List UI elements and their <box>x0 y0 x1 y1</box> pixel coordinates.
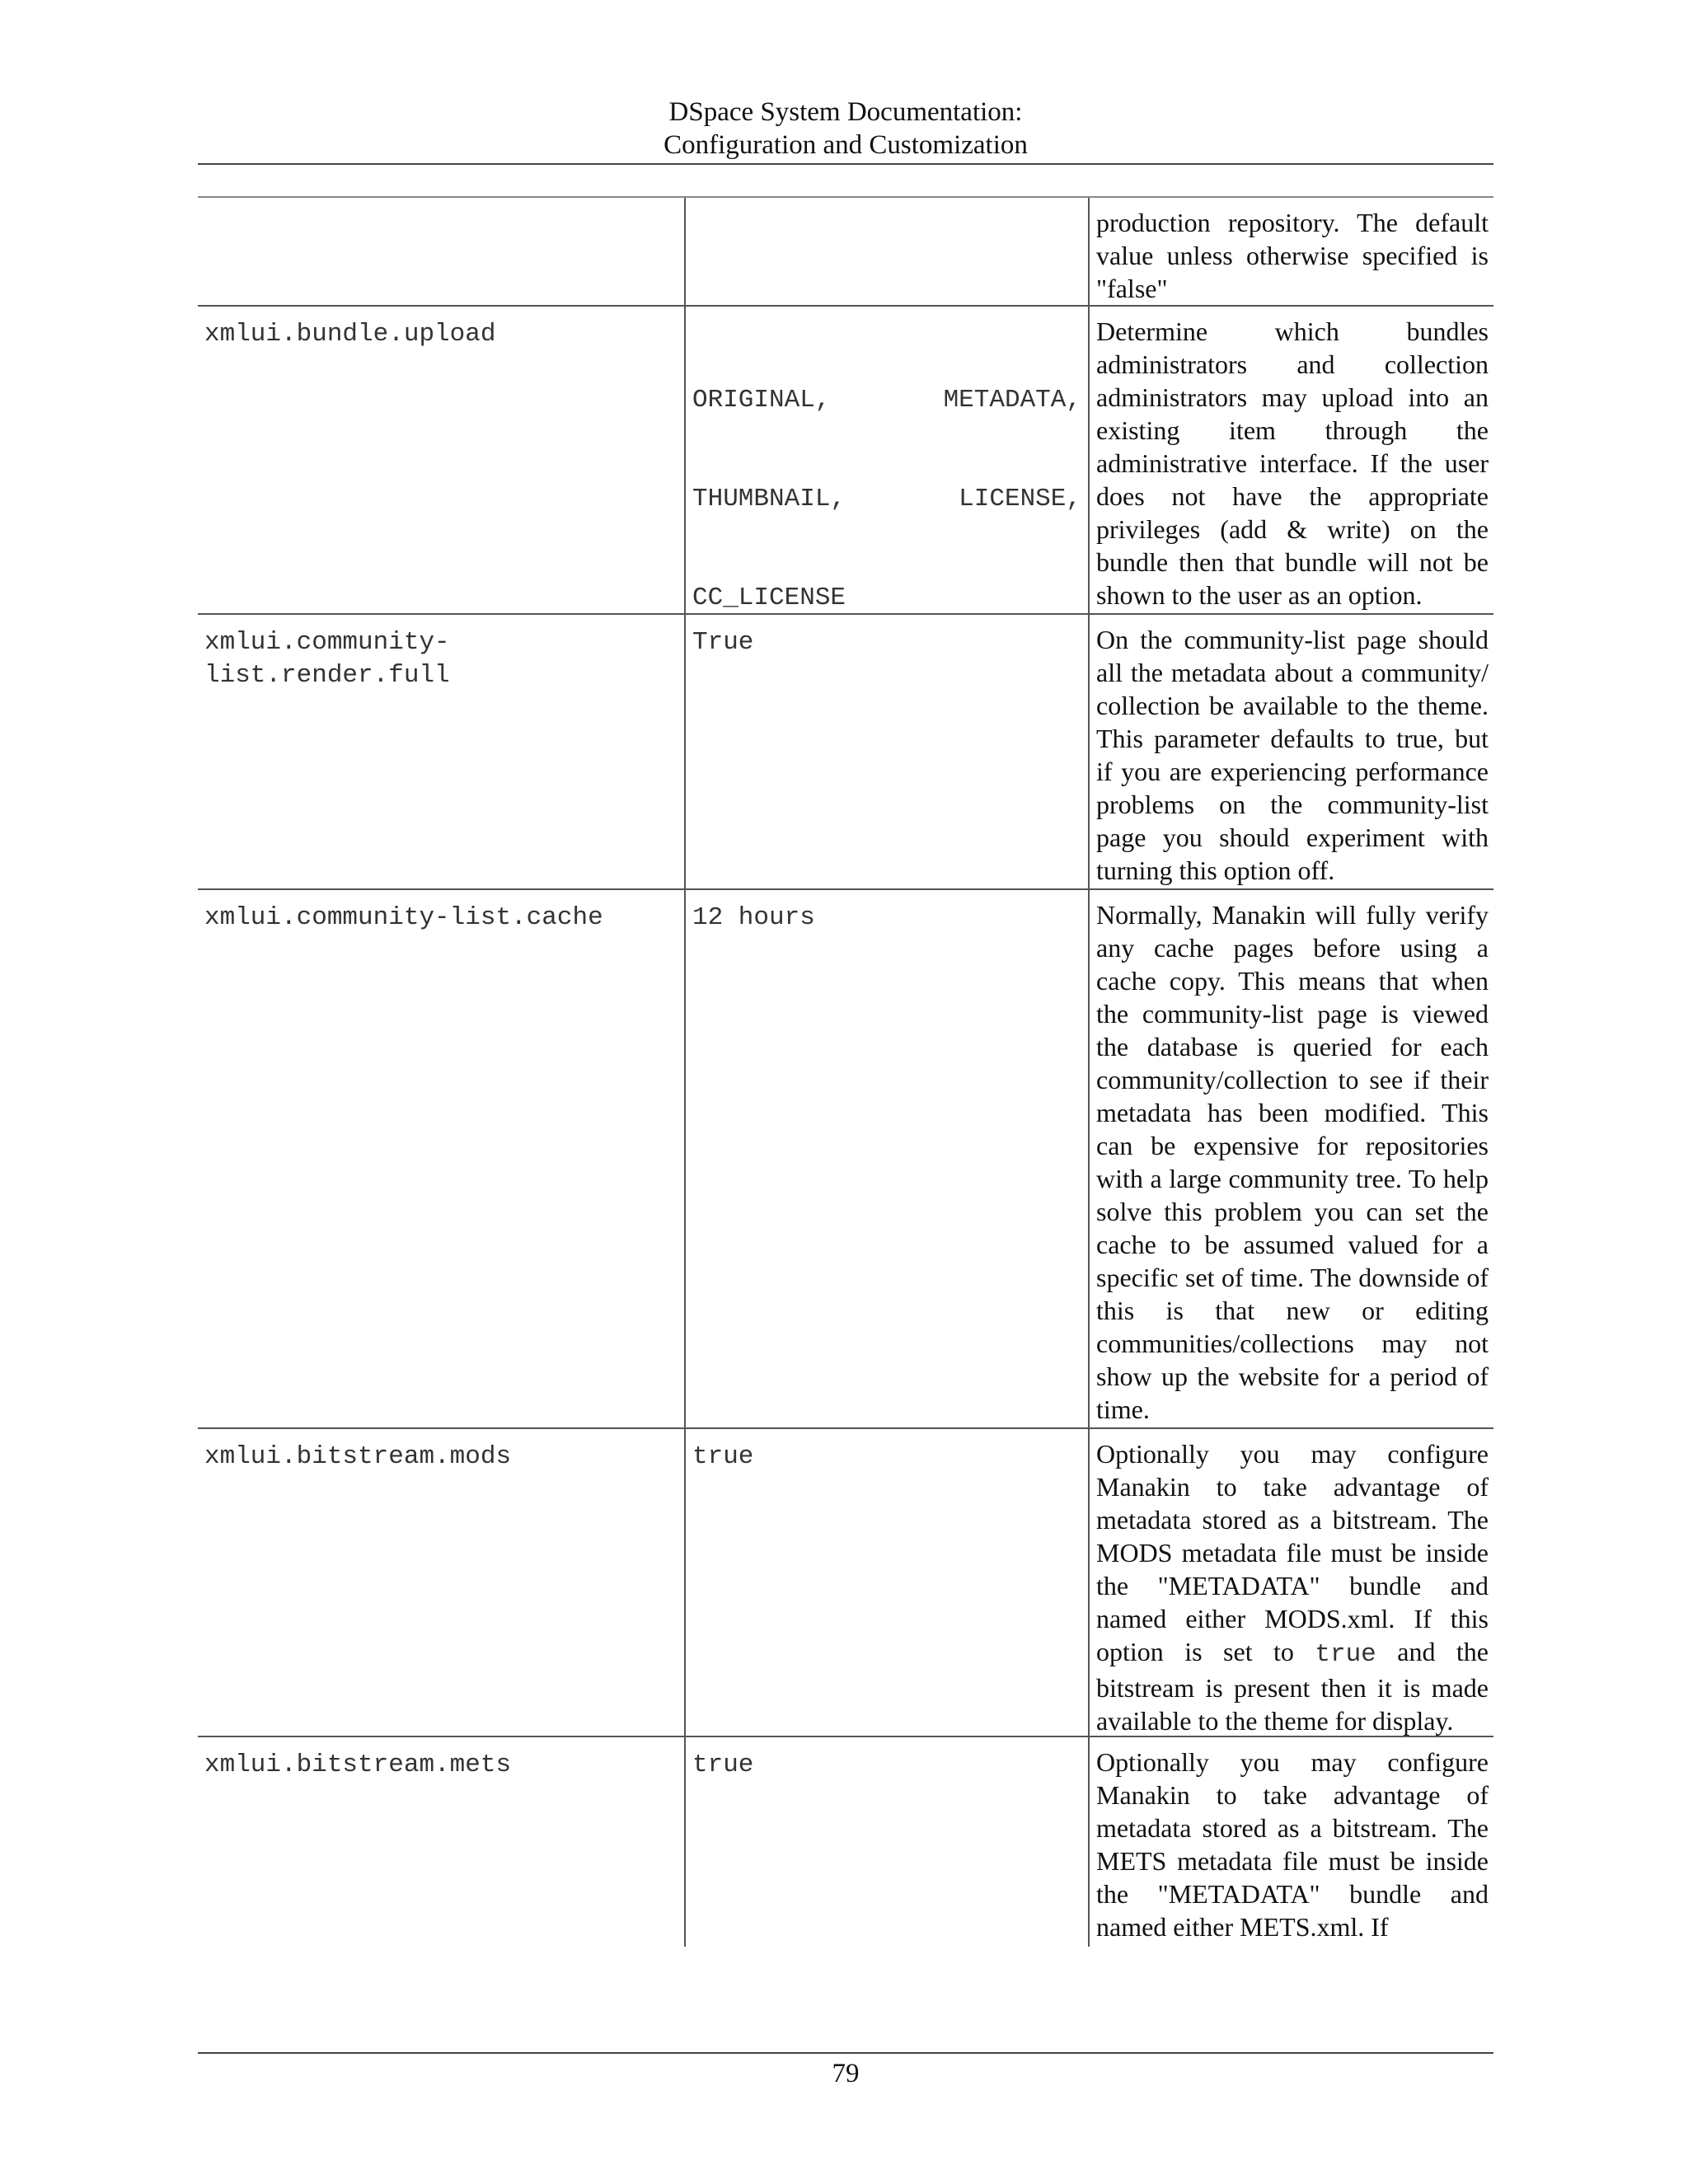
value-cell: true <box>684 1429 1088 1736</box>
footer-rule <box>198 2052 1493 2054</box>
value-cell: 12 hours <box>684 890 1088 1427</box>
value-cell <box>684 307 1088 613</box>
value-cell: True <box>684 615 1088 888</box>
header-title: DSpace System Documentation: <box>668 97 1023 127</box>
description-text: and the bitstream is present then it is made available to the theme for display. <box>1096 1637 1489 1736</box>
property-cell: xmlui.bitstream.mods <box>204 1442 512 1471</box>
description-cell: On the community-list page should all the metadata about a community/ collection be available to the theme. This parameter defaults to true, but if you are experiencing performance problems on the community-list page you should experiment with turning this option off. <box>1088 615 1493 888</box>
table-row <box>198 1737 1493 1947</box>
table-row <box>198 307 1493 615</box>
value-text: METADATA, <box>943 386 1081 415</box>
property-cell <box>198 198 684 209</box>
description-text: Optionally you may configure Manakin to take advantage of metadata stored as a bitstream. The MODS metadata file must be inside the "METADATA" bundle and named either MODS.xml. If this option is set to <box>1096 1439 1489 1666</box>
table-row <box>198 890 1493 1429</box>
table-row <box>198 198 1493 307</box>
property-cell: xmlui.community-list.cache <box>204 903 603 932</box>
description-cell: production repository. The default value unless otherwise specified is "false" <box>1088 198 1493 305</box>
value-cell: true <box>684 1737 1088 1947</box>
description-cell: Determine which bundles administrators and collection administrators may upload into an existing item through the administrative interface. If the user does not have the appropriate privileges (add & write) on the bundle then that bundle will not be shown to the user as an option. <box>1088 307 1493 613</box>
value-text: THUMBNAIL, <box>692 485 846 513</box>
table-row <box>198 1429 1493 1737</box>
property-cell: xmlui.bitstream.mets <box>204 1750 512 1779</box>
description-cell: Optionally you may configure Manakin to take advantage of metadata stored as a bitstream. The METS metadata file must be inside the "METADATA" bundle and named either METS.xml. If <box>1088 1737 1493 1947</box>
property-cell: xmlui.community- list.render.full <box>204 628 450 690</box>
value-cell <box>684 198 1088 305</box>
description-cell <box>1088 1429 1493 1736</box>
value-text: ORIGINAL, <box>692 386 831 415</box>
value-text: LICENSE, <box>959 485 1081 513</box>
config-table <box>198 198 1493 1947</box>
page-header <box>198 96 1493 162</box>
value-text: CC_LICENSE <box>692 583 846 612</box>
description-cell: Normally, Manakin will fully verify any cache pages before using a cache copy. This means that when the community-list page is viewed the database is queried for each community/collection to see if their metadata has been modified. This can be expensive for repositories with a large community tree. To help solve this problem you can set the cache to be assumed valued for a specific set of time. The downside of this is that new or editing communities/collections may not show up the website for a period of time. <box>1088 890 1493 1427</box>
page-number: 79 <box>832 2059 860 2088</box>
property-cell: xmlui.bundle.upload <box>204 320 496 349</box>
table-row <box>198 615 1493 890</box>
header-rule <box>198 163 1493 165</box>
header-subtitle: Configuration and Customization <box>663 130 1028 160</box>
inline-code: true <box>1315 1640 1376 1669</box>
